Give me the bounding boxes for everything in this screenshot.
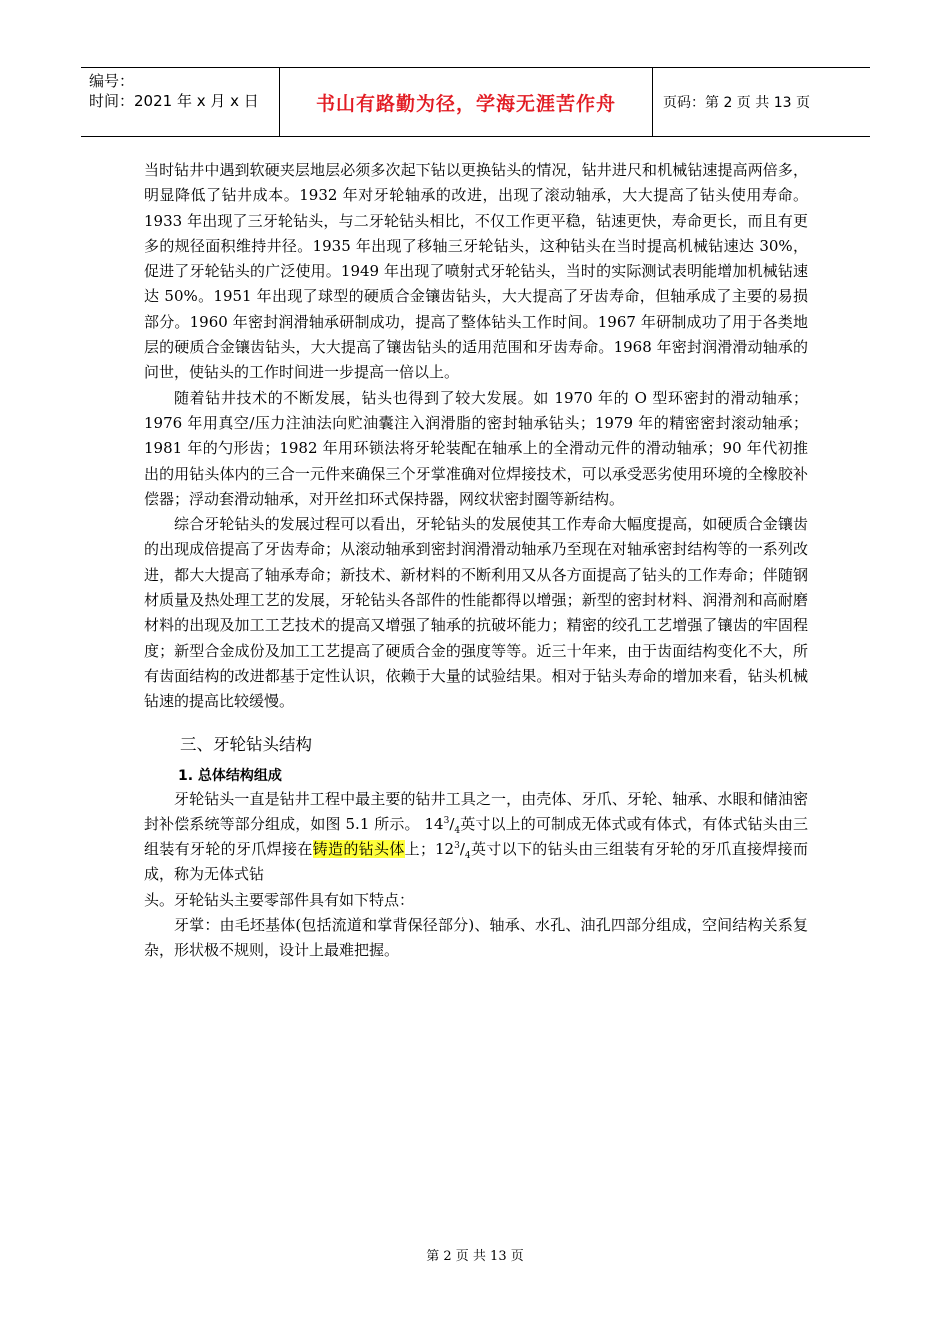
header-page-number: 页码：第 2 页 共 13 页: [663, 95, 810, 111]
paragraph-structure: 牙轮钻头一直是钻井工程中最主要的钻井工具之一，由壳体、牙爪、牙轮、轴承、水眼和储油密封补偿系统等部分组成，如图 5.1 所示。 $14^3/_4$英寸以上的可制成无体式或有体式，有体式钻头由三组装有牙轮的牙爪焊接在铸造的钻头体上；$12^3/_4$英寸以下的钻头由三组装有牙轮的牙爪直接焊接而成，称为无体式钻: [144, 789, 808, 884]
header-info-cell: [81, 68, 280, 136]
paragraph-summary: 综合牙轮钻头的发展过程可以看出，牙轮钻头的发展使其工作寿命大幅度提高，如硬质合金镶齿的出现成倍提高了牙齿寿命；从滚动轴承到密封润滑滑动轴承乃至现在对轴承密封结构等的一系列改进，都大大提高了轴承寿命；新技术、新材料的不断利用又从各方面提高了钻头的工作寿命；伴随钢材质量及热处理工艺的发展，牙轮钻头各部件的性能都得以增强；新型的密封材料、润滑剂和高耐磨材料的出现及加工工艺技术的提高又增强了轴承的抗破坏能力；精密的绞孔工艺增强了镶齿的牢固程度；新型合金成份及加工工艺提高了硬质合金的强度等等。近三十年来，由于齿面结构变化不大，所有齿面结构的改进都基于定性认识，依赖于大量的试验结果。相对于钻头寿命的增加来看，钻头机械钻速的提高比较缓慢。: [144, 515, 808, 711]
page-header: [81, 67, 870, 137]
fraction-numerator: 3: [443, 815, 450, 826]
paragraph-history-2: 随着钻井技术的不断发展，钻头也得到了较大发展。如 1970 年的 O 型环密封的滑动轴承；1976 年用真空/压力注油法向贮油囊注入润滑脂的密封轴承钻头；1979 年的精密密封滚动轴承；1981 年的勺形齿；1982 年用环锁法将牙轮装配在轴承上的全滑动元件的滑动轴承；90 年代初推出的用钻头体内的三合一元件来确保三个牙掌准确对位焊接技术，可以承受恶劣使用环境的全橡胶补偿器；浮动套滑动轴承，对开丝扣环式保持器，网纹状密封圈等新结构。: [144, 388, 808, 508]
document-number-label: 编号：: [89, 72, 135, 90]
structure-text-b: 英寸以上的可制成无体式或有体式，有体式钻头由三组装有牙轮的牙爪焊接在: [144, 814, 808, 859]
fraction-denominator: 4: [464, 851, 471, 862]
structure-text-c: 上；12: [404, 840, 455, 859]
structure-text-d: 英寸以下的钻头由三组装有牙轮的牙爪直接焊接而成，称为无体式钻: [144, 840, 808, 884]
paragraph-palm: 牙掌：由毛坯基体(包括流道和掌背保径部分)、轴承、水孔、油孔四部分组成，空间结构关系复杂，形状极不规则，设计上最难把握。: [144, 916, 808, 960]
page-footer: 第 2 页 共 13 页: [426, 1249, 524, 1264]
structure-text-a: 牙轮钻头一直是钻井工程中最主要的钻井工具之一，由壳体、牙爪、牙轮、轴承、水眼和储油密封补偿系统等部分组成，如图 5.1 所示。 14: [144, 789, 808, 833]
document-date-label: 时间：2021 年 x 月 x 日: [89, 92, 259, 110]
header-motto: 书山有路勤为径，学海无涯苦作舟: [280, 68, 653, 136]
subsection-heading: 1. 总体结构组成: [178, 767, 282, 784]
document-body: [144, 158, 808, 964]
section-heading: 三、牙轮钻头结构: [180, 734, 312, 754]
paragraph-history-1: 当时钻井中遇到软硬夹层地层必须多次起下钻以更换钻头的情况，钻井进尺和机械钻速提高两倍多，明显降低了钻井成本。1932 年对牙轮轴承的改进，出现了滚动轴承，大大提高了钻头使用寿命。1933 年出现了三牙轮钻头，与二牙轮钻头相比，不仅工作更平稳，钻速更快，寿命更长，而且有更多的规径面积维持井径。1935 年出现了移轴三牙轮钻头，这种钻头在当时提高机械钻速达 30%，促进了牙轮钻头的广泛使用。1949 年出现了喷射式牙轮钻头，当时的实际测试表明能增加机械钻速达 50%。1951 年出现了球型的硬质合金镶齿钻头，大大提高了牙齿寿命，但轴承成了主要的易损部分。1960 年密封润滑轴承研制成功，提高了整体钻头工作时间。1967 年研制成功了用于各类地层的硬质合金镶齿钻头，大大提高了镶齿钻头的适用范围和牙齿寿命。1968 年密封润滑滑动轴承的问世，使钻头的工作时间进一步提高一倍以上。: [144, 161, 808, 382]
fraction-numerator: 3: [454, 841, 460, 852]
highlighted-text: 铸造的钻头体: [312, 840, 405, 859]
paragraph-structure-continued: 头。牙轮钻头主要零部件具有如下特点：: [144, 890, 415, 909]
fraction-denominator: 4: [454, 825, 461, 836]
